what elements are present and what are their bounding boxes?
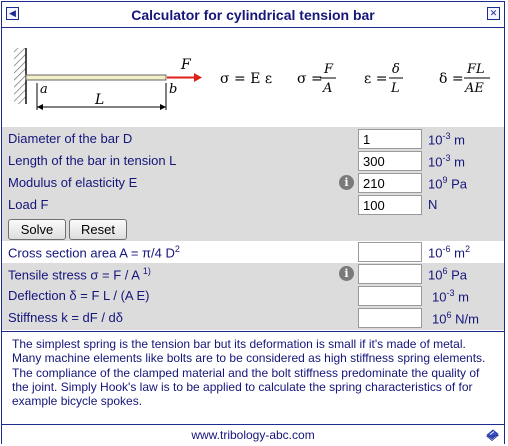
load-unit: N (428, 197, 438, 212)
stress-output[interactable] (358, 264, 422, 284)
stiffness-output[interactable] (358, 308, 422, 328)
input-row-load (2, 194, 504, 216)
page-title: Calculator for cylindrical tension bar (131, 7, 375, 23)
length-input[interactable] (358, 151, 422, 171)
info-icon[interactable]: i (339, 266, 354, 281)
formula-sigma-lhs: σ = (297, 71, 323, 87)
stiffness-label: Stiffness k = dF / dδ (8, 310, 124, 325)
result-section (2, 241, 504, 330)
back-icon[interactable]: ◀ (6, 7, 19, 20)
footer (2, 424, 504, 444)
solve-button[interactable]: Solve (8, 219, 66, 240)
deflection-label: Deflection δ = F L / (A E) (8, 288, 150, 303)
dim-arrow-right (160, 104, 166, 110)
modulus-label: Modulus of elasticity E (8, 175, 138, 190)
formula-delta-den: AE (465, 81, 484, 96)
diameter-unit: $10^{-3}$ m (428, 131, 465, 148)
bar-sketch (2, 28, 504, 126)
result-row-stress (2, 263, 504, 285)
dim-arrow-left (37, 104, 43, 110)
input-row-modulus (2, 172, 504, 194)
wall-hatch (14, 48, 26, 104)
formula-delta-lhs: δ = (439, 71, 464, 87)
length-unit: $10^{-3}$ m (428, 153, 465, 170)
stiffness-unit: $10^6$ N/m (432, 310, 479, 327)
area-unit: $10^{-6}$ $m^2$ (428, 244, 470, 261)
formula-eps-num: δ (392, 62, 400, 77)
load-input[interactable] (358, 195, 422, 215)
stress-label: Tensile stress σ = F / A $^{1)}$ (8, 266, 151, 283)
length-label: Length of the bar in tension L (8, 153, 177, 168)
load-label: Load F (8, 197, 49, 212)
formula-sigma-den: A (323, 81, 333, 96)
area-label: Cross section area A = π/4 $D^2$ (8, 244, 180, 261)
label-b: b (169, 82, 178, 97)
formula-hooke: σ = E ε (220, 71, 273, 87)
label-F: F (181, 57, 191, 73)
bar-body (26, 75, 166, 80)
title-bar (2, 2, 504, 28)
deflection-output[interactable] (358, 286, 422, 306)
stress-unit: $10^6$ Pa (428, 266, 467, 283)
result-row-stiffness (2, 307, 504, 329)
input-row-length (2, 150, 504, 172)
footer-link[interactable]: www.tribology-abc.com (191, 428, 315, 442)
result-row-deflection (2, 285, 504, 307)
info-icon[interactable]: i (339, 175, 354, 190)
formula-eps-lhs: ε = (364, 71, 388, 87)
arrow-head (194, 73, 202, 82)
modulus-unit: $10^9$ Pa (428, 175, 467, 192)
formula-eps-den: L (391, 81, 400, 96)
reset-button[interactable]: Reset (69, 219, 127, 240)
formula-delta-num: FL (467, 62, 485, 77)
result-row-area (2, 241, 504, 263)
description-text: The simplest spring is the tension bar but its deformation is small if it's made of metal. Many machine elements like bolts are to be considered as high stiffness spring elements. The compliance of the clamped material and the bolt stiffness predominate the quality of the joint. Simply Hook's law is to be applied to calculate the spring characteristics of for example bicycle spokes. (12, 337, 486, 409)
book-icon[interactable] (486, 428, 499, 441)
label-a: a (40, 82, 48, 97)
deflection-unit: $10^{-3}$ m (432, 288, 469, 305)
tension-bar-diagram (2, 28, 504, 126)
calculator-window (1, 1, 505, 444)
diameter-input[interactable] (358, 129, 422, 149)
input-row-diameter (2, 128, 504, 150)
description-panel (2, 331, 504, 425)
close-icon[interactable]: ✕ (487, 7, 500, 20)
modulus-input[interactable] (358, 173, 422, 193)
area-output[interactable] (358, 242, 422, 262)
diameter-label: Diameter of the bar D (8, 131, 133, 146)
formula-sigma-num: F (324, 62, 334, 77)
label-L: L (95, 92, 105, 108)
